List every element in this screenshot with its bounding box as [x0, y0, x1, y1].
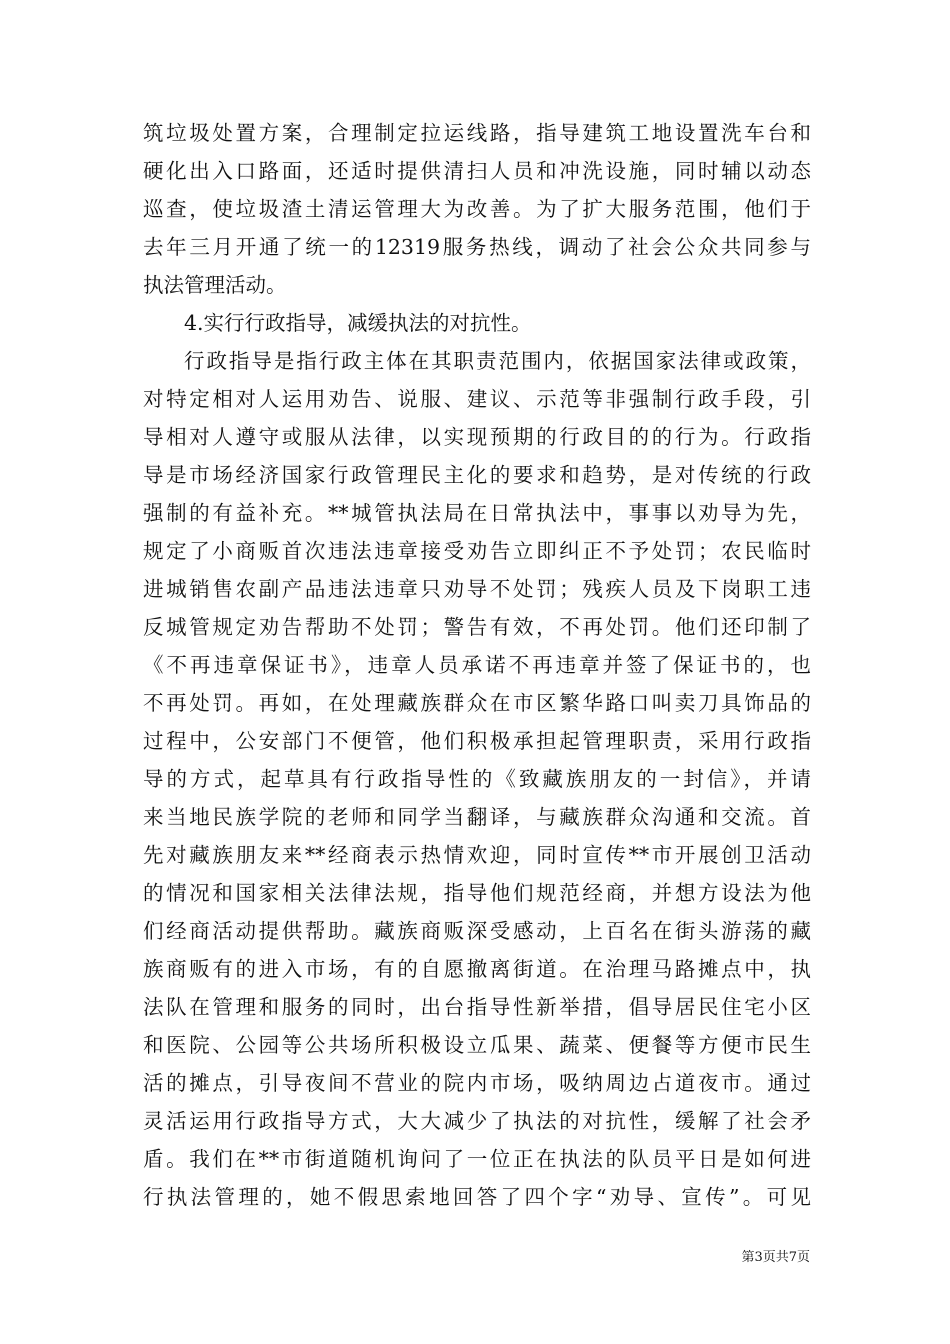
text-line: 导是市场经济国家行政管理民主化的要求和趋势，是对传统的行政: [143, 463, 811, 487]
text-line: 对特定相对人运用劝告、说服、建议、示范等非强制行政手段，引: [143, 387, 811, 411]
text-line: 活的摊点，引导夜间不营业的院内市场，吸纳周边占道夜市。通过: [143, 1071, 811, 1095]
text-line: 灵活运用行政指导方式，大大减少了执法的对抗性，缓解了社会矛: [143, 1109, 811, 1133]
text-line: 筑垃圾处置方案，合理制定拉运线路，指导建筑工地设置洗车台和: [143, 121, 811, 145]
text-line: 不再处罚。再如，在处理藏族群众在市区繁华路口叫卖刀具饰品的: [143, 691, 811, 715]
text-line: 盾。我们在**市街道随机询问了一位正在执法的队员平日是如何进: [143, 1147, 811, 1171]
body-text: [143, 114, 811, 1216]
text-line: 行政指导是指行政主体在其职责范围内，依据国家法律或政策，: [184, 349, 811, 373]
text-line: 规定了小商贩首次违法违章接受劝告立即纠正不予处罚；农民临时: [143, 539, 811, 563]
text-line: 巡查，使垃圾渣土清运管理大为改善。为了扩大服务范围，他们于: [143, 197, 811, 221]
text-line: 导的方式，起草具有行政指导性的《致藏族朋友的一封信》，并请: [143, 767, 811, 791]
text-line: 行执法管理的，她不假思索地回答了四个字“劝导、宣传”。可见: [143, 1185, 811, 1209]
section-heading: 4.实行行政指导，减缓执法的对抗性。: [184, 311, 532, 335]
text-line: 反城管规定劝告帮助不处罚；警告有效，不再处罚。他们还印制了: [143, 615, 811, 639]
text-line: 们经商活动提供帮助。藏族商贩深受感动，上百名在街头游荡的藏: [143, 919, 811, 943]
page-number: 第3页共7页: [741, 1250, 810, 1265]
text-line: 强制的有益补充。**城管执法局在日常执法中，事事以劝导为先，: [143, 501, 811, 525]
text-line: 的情况和国家相关法律法规，指导他们规范经商，并想方设法为他: [143, 881, 811, 905]
text-line: 过程中，公安部门不便管，他们积极承担起管理职责，采用行政指: [143, 729, 811, 753]
text-line: 执法管理活动。: [143, 273, 287, 297]
text-line: 法队在管理和服务的同时，出台指导性新举措，倡导居民住宅小区: [143, 995, 811, 1019]
text-line: 来当地民族学院的老师和同学当翻译，与藏族群众沟通和交流。首: [143, 805, 811, 829]
text-line: 先对藏族朋友来**经商表示热情欢迎，同时宣传**市开展创卫活动: [143, 843, 811, 867]
text-line: 和医院、公园等公共场所积极设立瓜果、蔬菜、便餐等方便市民生: [143, 1033, 811, 1057]
text-line: 族商贩有的进入市场，有的自愿撤离街道。在治理马路摊点中，执: [143, 957, 811, 981]
text-line: 硬化出入口路面，还适时提供清扫人员和冲洗设施，同时辅以动态: [143, 159, 811, 183]
text-line: 导相对人遵守或服从法律，以实现预期的行政目的的行为。行政指: [143, 425, 811, 449]
text-line: 进城销售农副产品违法违章只劝导不处罚；残疾人员及下岗职工违: [143, 577, 811, 601]
text-line: 《不再违章保证书》，违章人员承诺不再违章并签了保证书的，也: [143, 653, 811, 677]
text-line: 去年三月开通了统一的12319服务热线，调动了社会公众共同参与: [143, 235, 811, 259]
